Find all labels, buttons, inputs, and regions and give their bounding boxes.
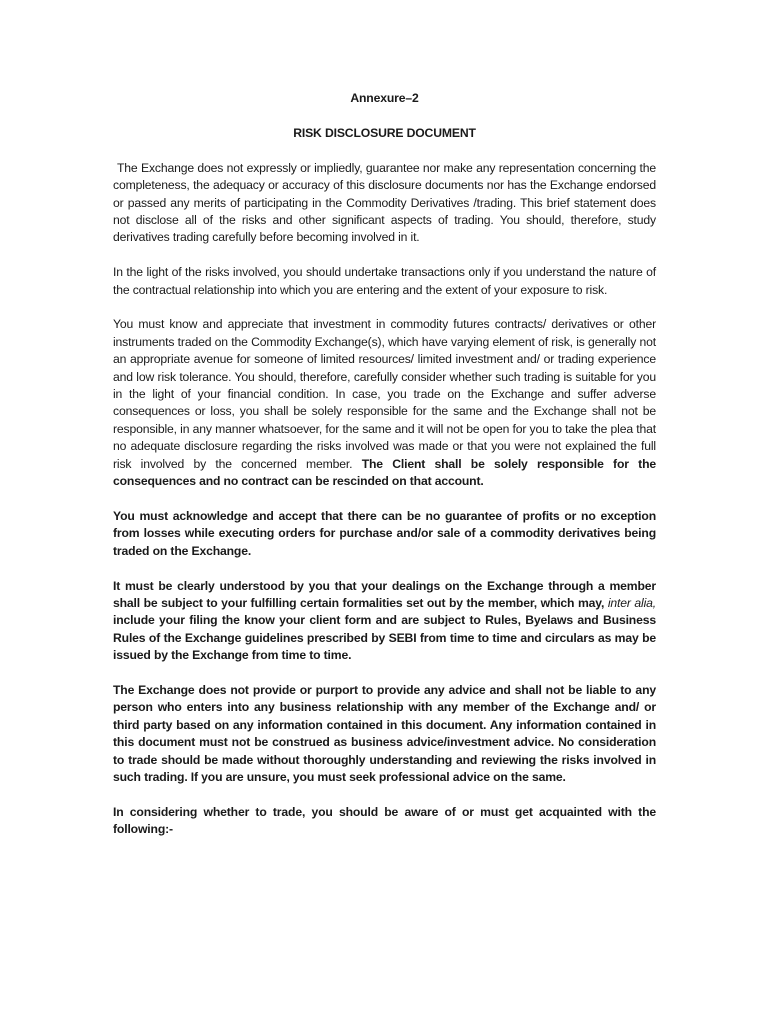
paragraph-investment-risk xyxy=(113,316,656,490)
document-heading: RISK DISCLOSURE DOCUMENT xyxy=(293,126,476,141)
document-body xyxy=(113,90,656,856)
annexure-title: Annexure–2 xyxy=(350,91,419,105)
paragraph-exchange-disclaimer: The Exchange does not expressly or impliedly, guarantee nor make any representation concerning the completeness, the adequacy or accuracy of this disclosure documents nor has the Exchange endorsed or passed any merits of participating in the Commodity Derivatives /trading. This brief statement does not disclose all of the risks and other significant aspects of trading. You should, therefore, study derivatives trading carefully before becoming involved in it. xyxy=(113,160,656,245)
inter-alia-text: inter alia, xyxy=(607,595,656,610)
investment-risk-text: You must know and appreciate that investment in commodity futures contracts/ derivatives or other instruments traded on the Commodity Exchange(s), which have varying element of risk, is generally not an appropriate avenue for someone of limited resources/ limited investment and/ or trading experience and low risk tolerance. You should, therefore, carefully consider whether such trading is suitable for you in the light of your financial condition. In case, you trade on the Exchange and suffer adverse consequences or loss, you shall be solely responsible for the same and the Exchange shall not be responsible, in any manner whatsoever, for the same and it will not be open for you to take the plea that no adequate disclosure regarding the risks involved was made or that you were not explained the full risk involved by the concerned member. xyxy=(113,317,656,471)
formalities-text-after: include your filing the know your client form and are subject to Rules, Byelaws and Business Rules of the Exchange guidelines prescribed by SEBI from time to time and circulars as may be issued by the Exchange from time to time. xyxy=(113,613,656,663)
paragraph-no-guarantee: You must acknowledge and accept that there can be no guarantee of profits or no exception from losses while executing orders for purchase and/or sale of a commodity derivatives being traded on the Exchange. xyxy=(113,508,656,558)
paragraph-no-advice: The Exchange does not provide or purport to provide any advice and shall not be liable to any person who enters into any business relationship with any member of the Exchange and/ or third party based on any information contained in this document. Any information contained in this document must not be construed as business advice/investment advice. No consideration to trade should be made without thoroughly understanding and reviewing the risks involved in such trading. If you are unsure, you must seek professional advice on the same. xyxy=(113,682,656,784)
paragraph-member-formalities xyxy=(113,578,656,665)
paragraph-considerations: In considering whether to trade, you should be aware of or must get acquainted with the following:- xyxy=(113,804,656,837)
client-responsibility-text: The Client shall be solely responsible for the consequences and no contract can be rescinded on that account. xyxy=(113,456,656,489)
formalities-text-before: It must be clearly understood by you that your dealings on the Exchange through a member shall be subject to your fulfilling certain formalities set out by the member, which may, xyxy=(113,578,656,610)
paragraph-risk-understanding: In the light of the risks involved, you should undertake transactions only if you understand the nature of the contractual relationship into which you are entering and the extent of your exposure to risk. xyxy=(113,265,656,297)
